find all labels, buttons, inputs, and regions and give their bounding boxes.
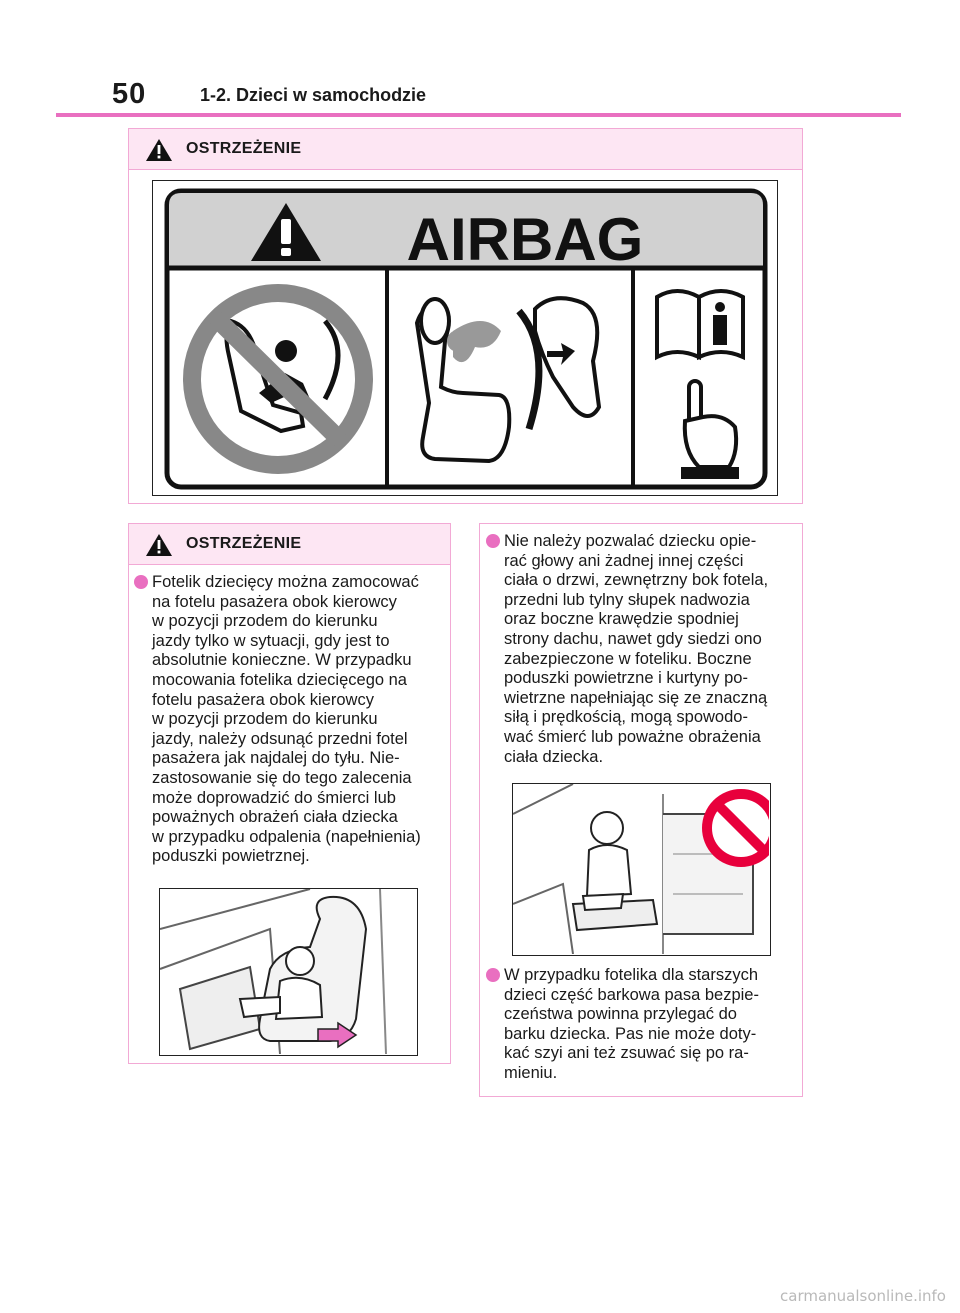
bullet-dot xyxy=(486,968,500,982)
airbag-warning-label-image xyxy=(152,180,778,496)
warning-label: OSTRZEŻENIE xyxy=(186,140,302,157)
child-seat-illustration xyxy=(159,888,418,1056)
warning-paragraph xyxy=(152,573,452,867)
airbag-text: AIRBAG xyxy=(406,206,644,273)
bullet-dot xyxy=(134,575,148,589)
owner-manual-icon xyxy=(657,291,743,357)
page-number: 50 xyxy=(112,78,147,110)
booster-seat-illustration xyxy=(512,783,771,956)
watermark: carmanualsonline.info xyxy=(780,1287,946,1305)
warning-triangle-icon xyxy=(145,138,173,162)
no-child-seat-icon xyxy=(192,293,364,465)
warning-paragraph xyxy=(504,966,802,1084)
paragraph-text: Nie należy pozwalać dziecku opie- rać głowy ani żadnej innej części ciała o drzwi, zewnętrzny bok fotela, przedni lub tylny słupek nadwozia oraz boczne krawędzie spodniej strony dachu, nawet gdy siedzi ono zabezpieczone w foteliku. Boczne poduszki powietrzne i kurtyny po- wietrzne napełniając się ze znaczną siłą i prędkością, mogą spowodo- wać śmierć lub poważne obrażenia ciała dziecka. xyxy=(504,532,769,766)
warning-triangle-icon xyxy=(145,533,173,557)
bullet-dot xyxy=(486,534,500,548)
warning-paragraph xyxy=(504,532,802,767)
warning-box-right xyxy=(479,523,803,1097)
prohibited-sign-icon xyxy=(707,794,769,862)
warning-box-left xyxy=(128,523,451,1064)
warning-header xyxy=(129,524,450,565)
warning-label: OSTRZEŻENIE xyxy=(186,535,302,552)
warning-header xyxy=(129,129,802,170)
section-title: 1-2. Dzieci w samochodzie xyxy=(200,85,427,105)
paragraph-text: Fotelik dziecięcy można zamocować na fotelu pasażera obok kierowcy w pozycji przodem do kierunku jazdy tylko w sytuacji, gdy jest to absolutnie konieczne. W przypadku mocowania fotelika dziecięcego na fotelu pasażera obok kierowcy w pozycji przodem do kierunku jazdy, należy odsunąć przedni fotel pasażera jak najdalej do tyłu. Nie- zastosowanie się do tego zalecenia może doprowadzić do śmierci lub poważnych obrażeń ciała dziecka w przypadku odpalenia (napełnienia) poduszki powietrznej. xyxy=(152,573,421,866)
header-rule xyxy=(56,113,901,117)
warning-box-top xyxy=(128,128,803,504)
page-header xyxy=(0,0,960,120)
paragraph-text: W przypadku fotelika dla starszych dzieci część barkowa pasa bezpie- czeństwa powinna przylegać do barku dziecka. Pas nie może doty- kać szyi ani też zsuwać się po ra- mieniu. xyxy=(504,966,759,1082)
airbag-label-drawing xyxy=(153,181,776,494)
